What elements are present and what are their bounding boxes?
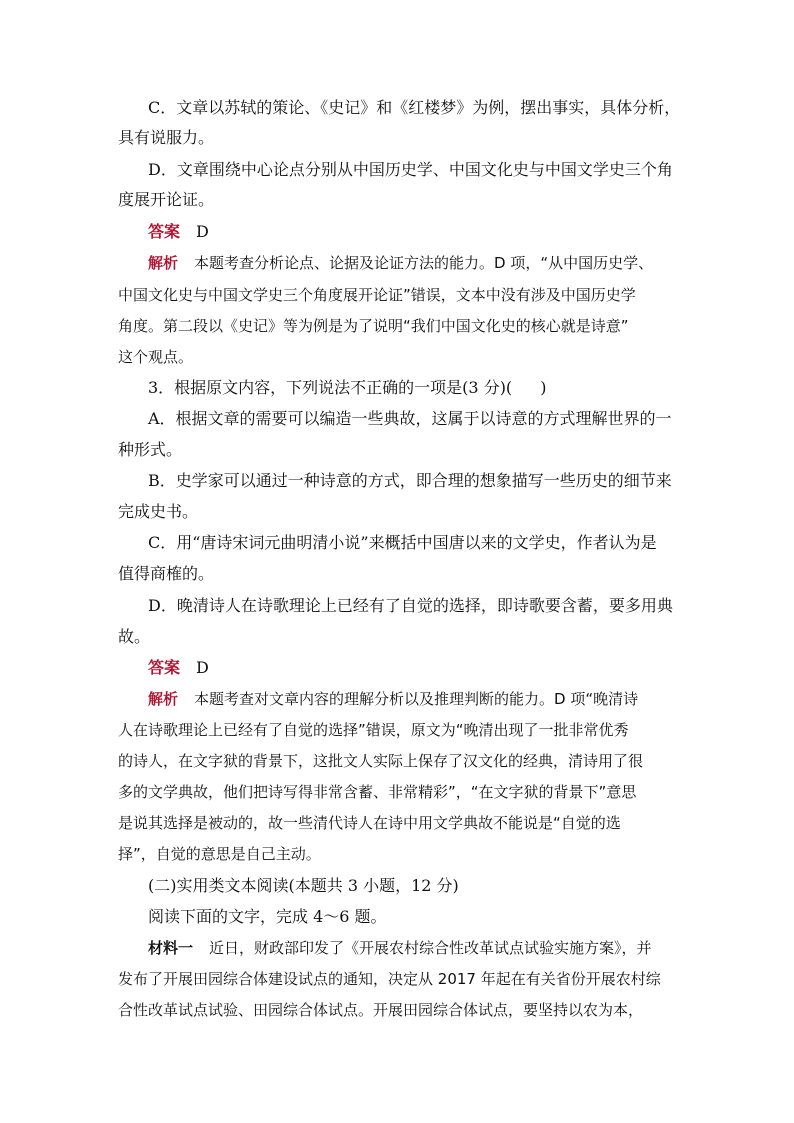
material-label: 材料一 [148,939,194,957]
q2-option-c-line1: C．文章以苏轼的策论、《史记》和《红楼梦》为例，摆出事实，具体分析， [148,98,681,117]
q3-option-a-line1: A．根据文章的需要可以编造一些典故，这属于以诗意的方式理解世界的一 [148,409,672,428]
q3-option-a-line2: 种形式。 [118,440,183,459]
q3-option-b-line1: B．史学家可以通过一种诗意的方式，即合理的想象描写一些历史的细节来 [148,471,672,490]
q3-stem-text: 3．根据原文内容，下列说法不正确的一项是(3 分)( [148,378,513,397]
q3-analysis-line1 [148,689,638,709]
answer-value: D [196,222,209,241]
answer-label: 答案 [148,222,181,241]
q2-analysis-line4: 这个观点。 [118,348,194,366]
q2-analysis-line3: 角度。第二段以《史记》等为例是为了说明“我们中国文化史的核心就是诗意” [118,317,629,335]
q3-stem-close: ) [540,378,547,397]
analysis-text: 本题考查分析论点、论据及论证方法的能力。D 项，“从中国历史学、 [194,254,654,272]
q3-analysis-line5: 是说其选择是被动的，故一些清代诗人在诗中用文学典故不能说是“自觉的选 [118,814,621,832]
q3-analysis-line2: 人在诗歌理论上已经有了自觉的选择”错误，原文为“晚清出现了一批非常优秀 [118,721,629,739]
q2-analysis-line1 [148,253,653,273]
q3-analysis-line4: 多的文学典故，他们把诗写得非常含蓄、非常精彩”，“在文字狱的背景下”意思 [118,783,637,801]
analysis-label: 解析 [148,690,179,708]
q3-option-d-line1: D．晚清诗人在诗歌理论上已经有了自觉的选择，即诗歌要含蓄，要多用典 [148,596,673,615]
q3-option-c-line2: 值得商榷的。 [118,564,215,583]
section-title: (二)实用类文本阅读(本题共 3 小题，12 分) [148,876,459,895]
q3-option-b-line2: 完成史书。 [118,502,199,521]
analysis-label: 解析 [148,254,179,272]
answer-value: D [196,658,209,677]
answer-label: 答案 [148,658,181,677]
q2-option-d-line1: D．文章围绕中心论点分别从中国历史学、中国文化史与中国文学史三个角 [148,160,673,179]
q2-option-c-line2: 具有说服力。 [118,128,215,147]
q3-analysis-line3: 的诗人，在文字狱的背景下，这批文人实际上保存了汉文化的经典，清诗用了很 [118,752,644,770]
q3-option-c-line1: C．用“唐诗宋词元曲明清小说”来概括中国唐以来的文学史，作者认为是 [148,533,657,552]
q2-option-d-line2: 度展开论证。 [118,190,215,209]
q3-answer [148,658,209,678]
analysis-text: 本题考查对文章内容的理解分析以及推理判断的能力。D 项“晚清诗 [194,690,639,708]
q3-stem [148,378,546,398]
q3-analysis-line6: 择”，自觉的意思是自己主动。 [118,845,321,863]
q2-analysis-line2: 中国文化史与中国文学史三个角度展开论证”错误，文本中没有涉及中国历史学 [118,286,636,304]
material1-line2: 发布了开展田园综合体建设试点的通知，决定从 2017 年起在有关省份开展农村综 [118,970,661,988]
q3-option-d-line2: 故。 [118,627,151,646]
q2-answer [148,222,209,242]
material-text: 近日，财政部印发了《开展农村综合性改革试点试验实施方案》，并 [209,939,652,957]
material1-line3: 合性改革试点试验、田园综合体试点。开展田园综合体试点，要坚持以农为本， [118,1001,644,1019]
reading-instruction: 阅读下面的文字，完成 4～6 题。 [148,907,387,926]
material1-line1 [148,938,652,958]
